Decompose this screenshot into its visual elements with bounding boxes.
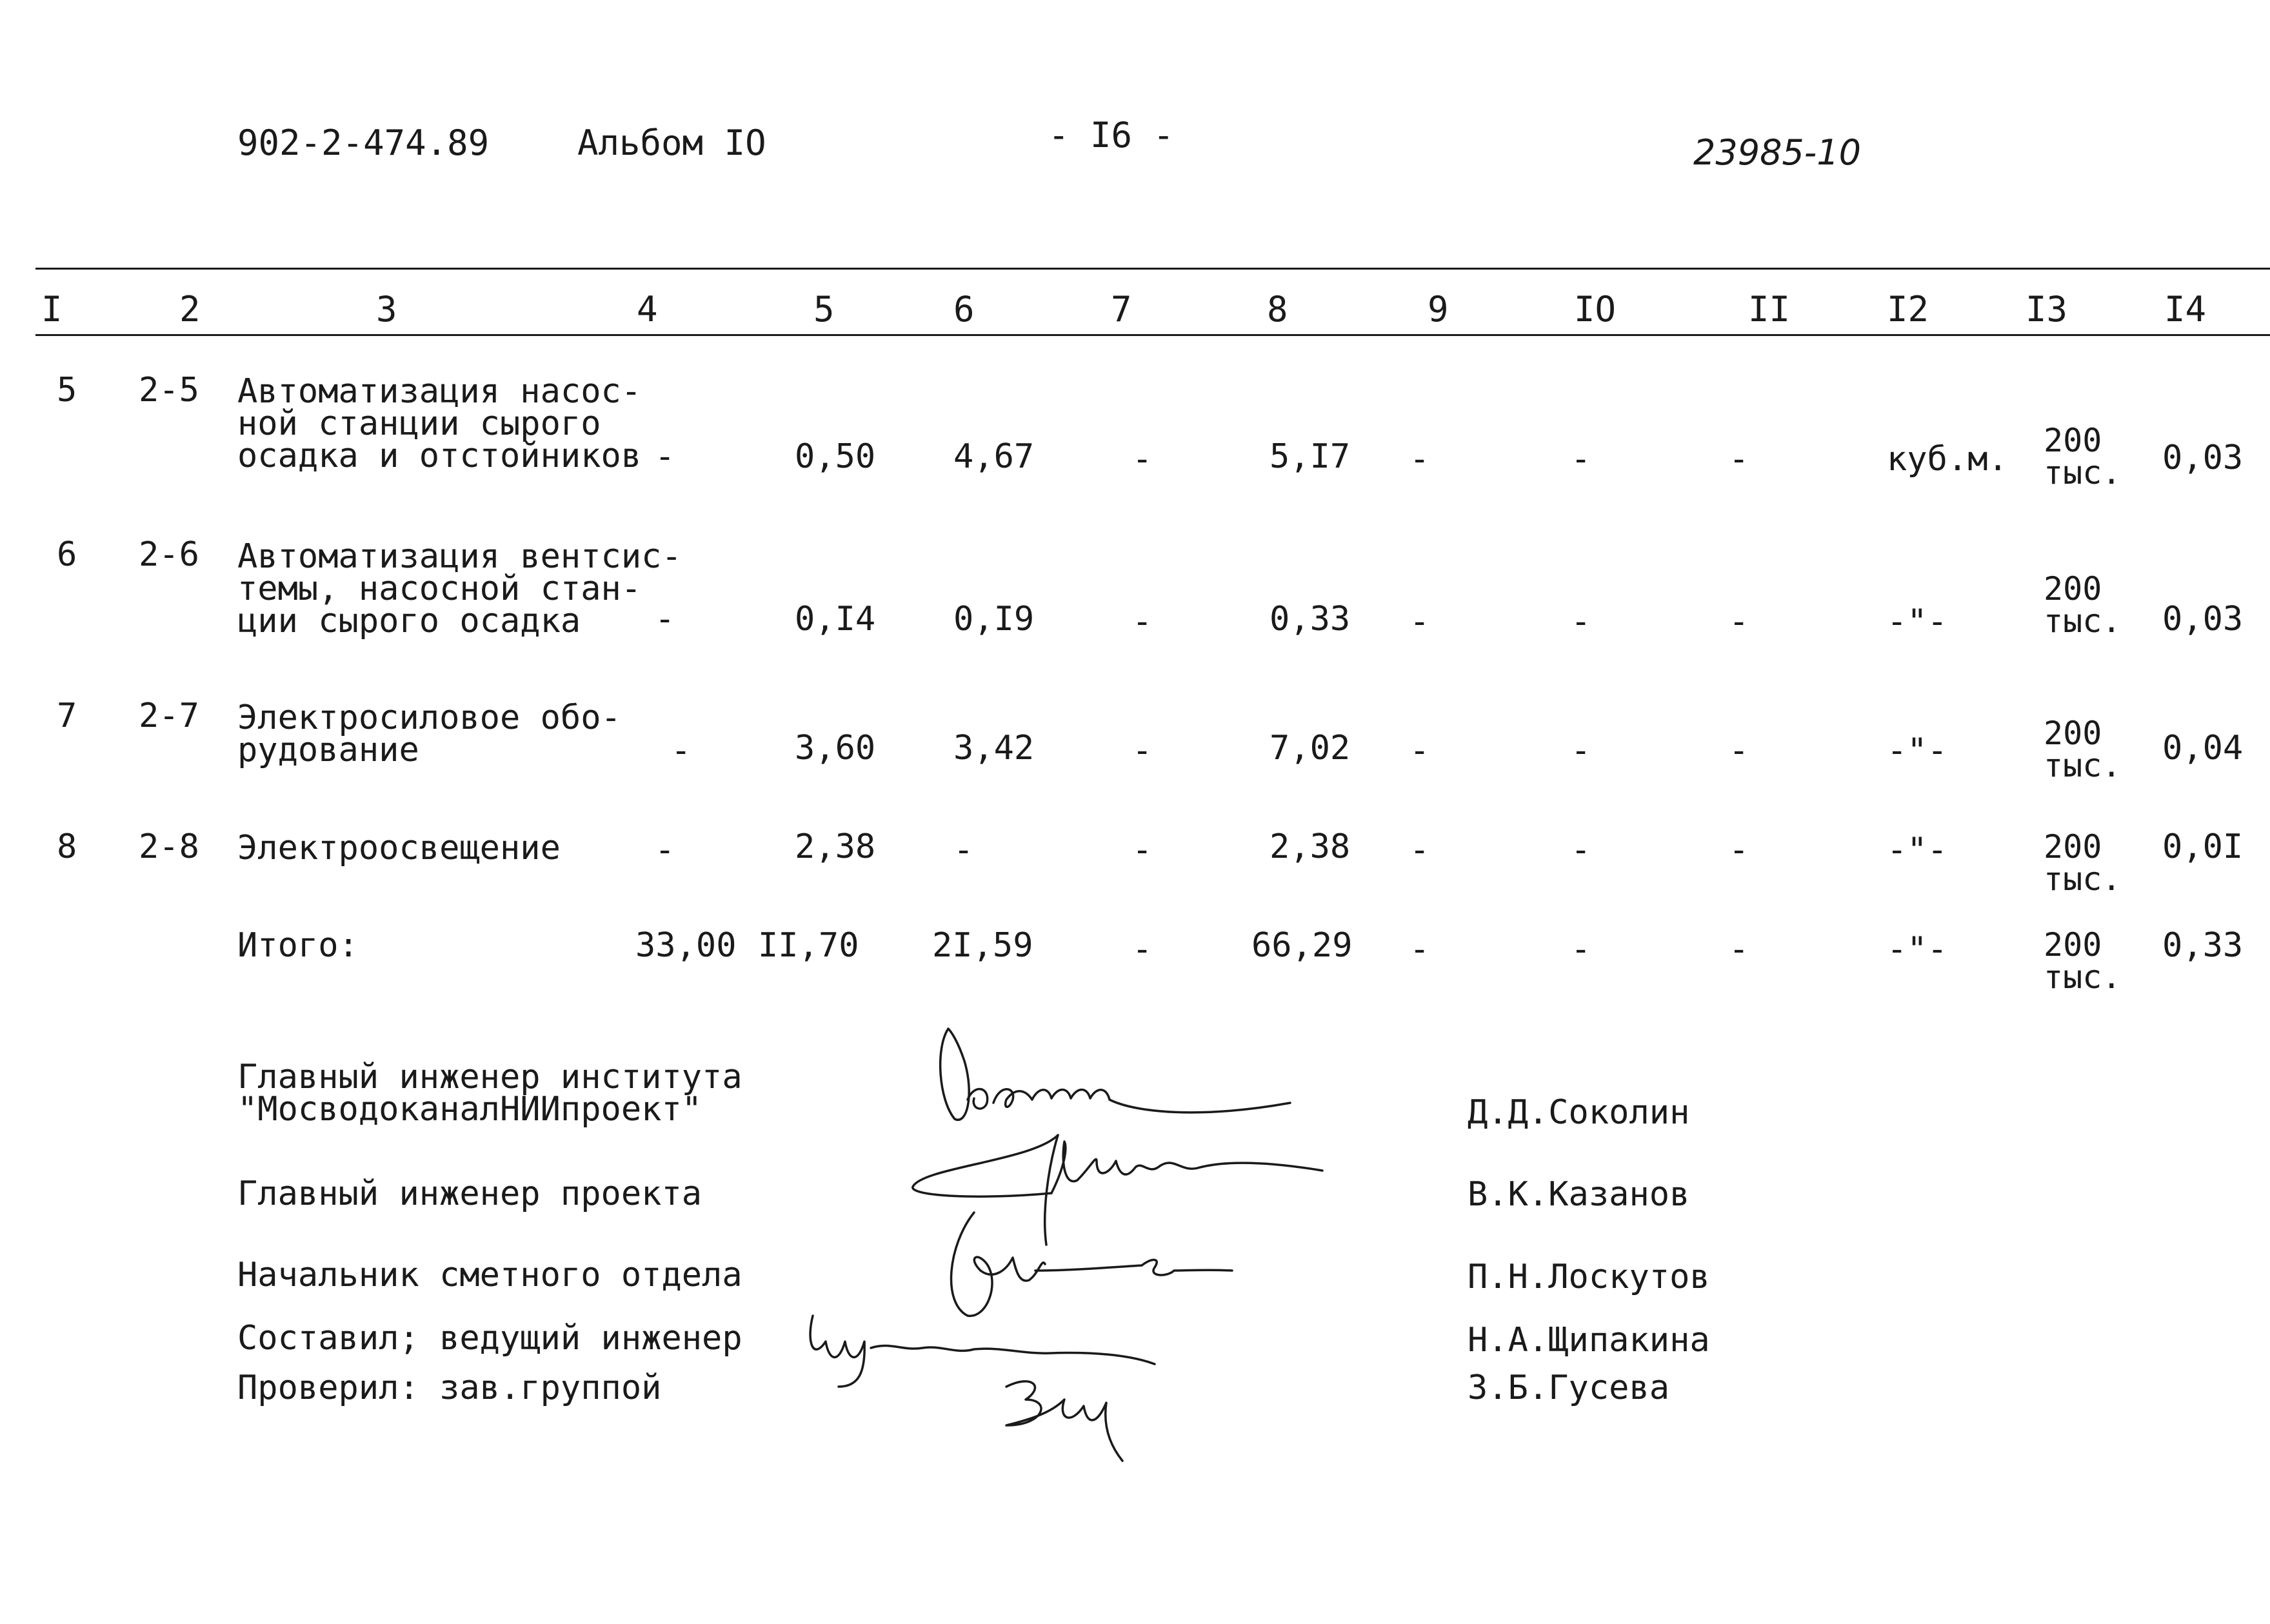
cell-col10: - [1571, 731, 1591, 770]
row-code: 2-7 [139, 697, 199, 735]
cell-col4: - [655, 600, 675, 639]
cell-col11: - [1729, 930, 1749, 969]
signer-name: В.К.Казанов [1468, 1175, 1690, 1214]
column-header: II [1748, 289, 1791, 330]
cell-col8: 2,38 [1269, 827, 1351, 866]
cell-col13: 200 тыс. [2044, 926, 2122, 996]
row-number: 8 [57, 827, 77, 866]
row-description: Автоматизация насос- ной станции сырого осадка и отстойников [237, 372, 642, 475]
cell-col7: - [1132, 930, 1153, 969]
cell-col12: -"- [1887, 930, 1947, 969]
signature-sokolin [929, 1022, 1316, 1132]
cell-col9: - [1409, 930, 1430, 969]
cell-col8: 0,33 [1269, 600, 1351, 639]
cell-col10: - [1571, 602, 1591, 641]
cell-col13: 200 тыс. [2044, 828, 2122, 898]
cell-col11: - [1729, 602, 1749, 641]
document-code: 902-2-474.89 [237, 123, 490, 163]
signer-role: Начальник сметного отдела [237, 1256, 742, 1294]
column-header: I [41, 289, 63, 330]
cell-col9: - [1409, 602, 1430, 641]
cell-col7: - [1132, 602, 1153, 641]
column-header: 2 [179, 289, 201, 330]
cell-col14: 0,03 [2162, 600, 2244, 639]
cell-col4: - [671, 731, 692, 770]
cell-col8: 5,I7 [1269, 437, 1351, 476]
signer-name: Д.Д.Соколин [1468, 1093, 1690, 1132]
row-code: 2-6 [139, 535, 199, 574]
row-description: Электроосвещение [237, 829, 561, 867]
cell-col10: - [1571, 930, 1591, 969]
signer-role: Главный инженер института "МосводоканалНИИпроект" [237, 1058, 742, 1129]
cell-col10: - [1571, 831, 1591, 869]
cell-col5: 2,38 [795, 827, 876, 866]
cell-col12: -"- [1887, 831, 1947, 869]
column-header: I4 [2164, 289, 2207, 330]
column-header: IO [1574, 289, 1617, 330]
cell-col14: 0,04 [2162, 729, 2244, 767]
cell-col4: - [655, 831, 675, 869]
row-number: 7 [57, 697, 77, 735]
archive-stamp-number: 23985-10 [1693, 132, 1861, 173]
signer-name: Н.А.Щипакина [1468, 1321, 1710, 1360]
column-header: I3 [2026, 289, 2068, 330]
cell-col14: 0,33 [2162, 926, 2244, 965]
cell-col6: 4,67 [953, 437, 1035, 476]
column-header: 4 [637, 289, 658, 330]
cell-col9: - [1409, 440, 1430, 479]
table-top-rule [35, 268, 2270, 270]
cell-col7: - [1132, 831, 1153, 869]
cell-col13: 200 тыс. [2044, 715, 2122, 784]
cell-col12: куб.м. [1887, 440, 2008, 479]
cell-col4: 33,00 [635, 926, 737, 965]
signer-name: П.Н.Лоскутов [1468, 1258, 1710, 1296]
column-header: 9 [1428, 289, 1449, 330]
column-header: 7 [1111, 289, 1132, 330]
cell-col5: 3,60 [795, 729, 876, 767]
cell-col4: - [655, 437, 675, 476]
row-number: 5 [57, 371, 77, 410]
signer-role: Проверил: зав.группой [237, 1369, 662, 1407]
cell-col8: 7,02 [1269, 729, 1351, 767]
signer-role: Главный инженер проекта [237, 1174, 702, 1213]
cell-col5: 0,50 [795, 437, 876, 476]
cell-col12: -"- [1887, 731, 1947, 770]
total-label: Итого: [237, 926, 359, 965]
row-code: 2-8 [139, 827, 199, 866]
cell-col7: - [1132, 440, 1153, 479]
column-header: 8 [1267, 289, 1288, 330]
page-number: - I6 - [1048, 115, 1175, 155]
cell-col6: 2I,59 [932, 926, 1033, 965]
cell-col14: 0,0I [2162, 827, 2244, 866]
cell-col11: - [1729, 440, 1749, 479]
row-description: Электросиловое обо- рудование [237, 698, 621, 769]
cell-col10: - [1571, 440, 1591, 479]
row-description: Автоматизация вентсис- темы, насосной стан- ции сырого осадка [237, 537, 682, 640]
cell-col13: 200 тыс. [2044, 570, 2122, 640]
cell-col14: 0,03 [2162, 439, 2244, 477]
cell-col6: - [953, 831, 974, 869]
column-header: I2 [1887, 289, 1929, 330]
cell-col11: - [1729, 731, 1749, 770]
column-header: 6 [953, 289, 975, 330]
signer-name: З.Б.Гусева [1468, 1369, 1670, 1407]
cell-col13: 200 тыс. [2044, 422, 2122, 491]
cell-col5: 0,I4 [795, 600, 876, 639]
cell-col5: II,70 [758, 926, 859, 965]
signature-guseva [993, 1361, 1161, 1464]
cell-col6: 3,42 [953, 729, 1035, 767]
row-code: 2-5 [139, 371, 199, 410]
cell-col9: - [1409, 731, 1430, 770]
album-label: Альбом IO [577, 123, 766, 163]
signer-role: Составил; ведущий инженер [237, 1319, 742, 1358]
cell-col6: 0,I9 [953, 600, 1035, 639]
column-header: 3 [376, 289, 397, 330]
row-number: 6 [57, 535, 77, 574]
cell-col7: - [1132, 731, 1153, 770]
cell-col11: - [1729, 831, 1749, 869]
column-header: 5 [813, 289, 835, 330]
cell-col8: 66,29 [1251, 926, 1353, 965]
table-header-rule [35, 334, 2270, 336]
cell-col9: - [1409, 831, 1430, 869]
cell-col12: -"- [1887, 602, 1947, 641]
